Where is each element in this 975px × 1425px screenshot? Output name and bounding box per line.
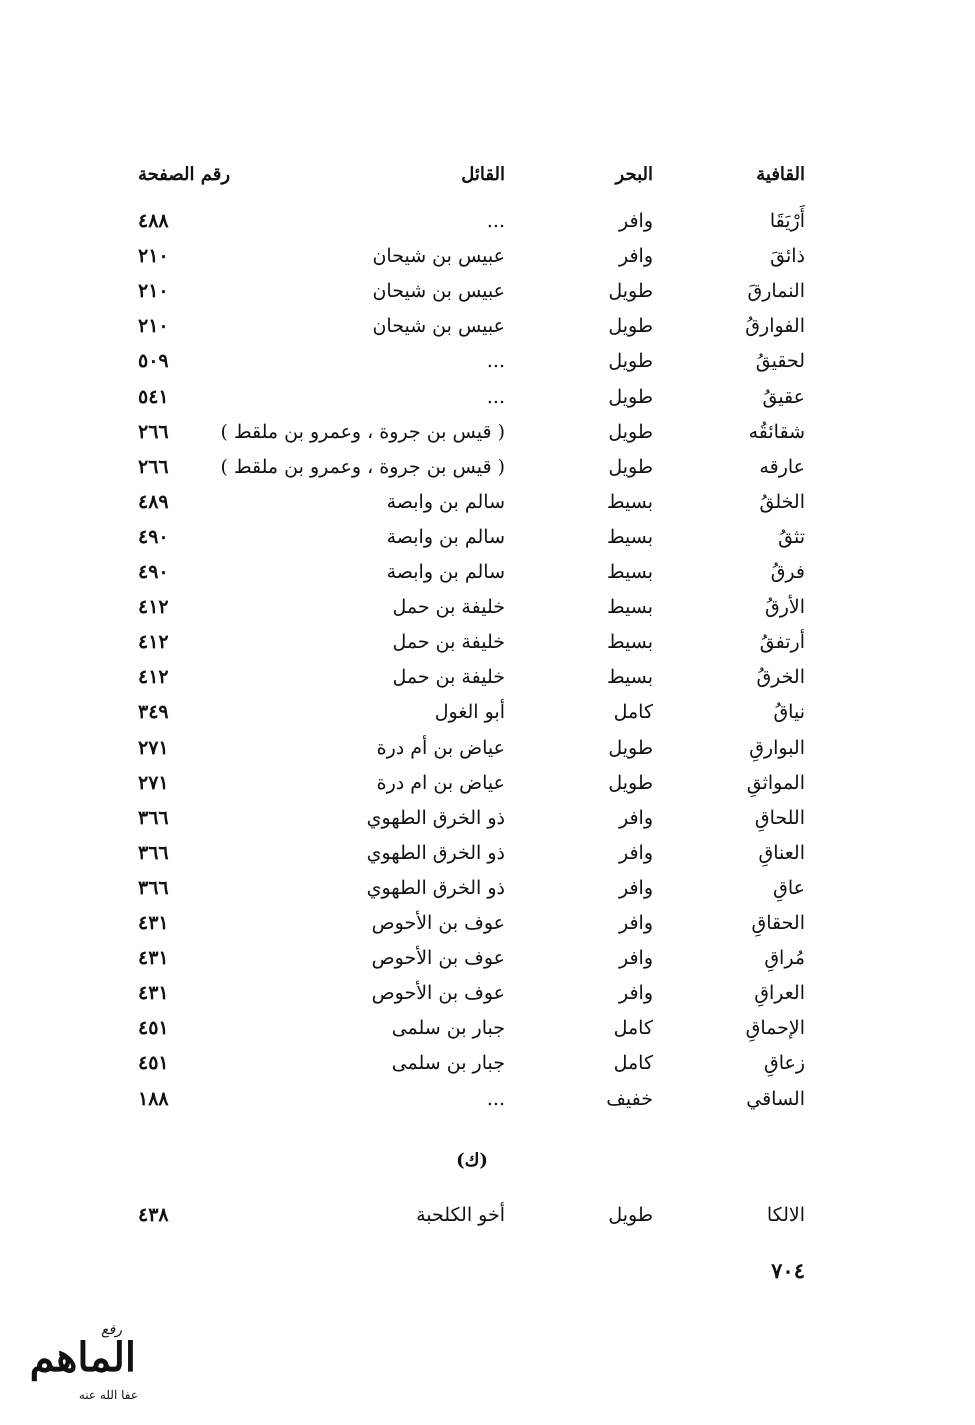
table-row: [0, 274, 975, 308]
cell-rhyme: ذائقَ: [770, 245, 805, 268]
cell-page: ٤٥١: [138, 1052, 169, 1075]
cell-rhyme: العناقِ: [758, 841, 805, 864]
cell-rhyme: مُراقِ: [764, 947, 805, 970]
cell-poet: عوف بن الأحوص: [371, 947, 505, 970]
cell-meter: بسيط: [606, 631, 653, 654]
cell-meter: وافر: [618, 210, 653, 232]
cell-page: ٣٤٩: [138, 701, 169, 724]
cell-rhyme: أَرْيَقَا: [769, 210, 805, 232]
cell-poet: عبيس بن شيحان: [372, 280, 505, 303]
cell-poet: ( قيس بن جروة ، وعمرو بن ملقط ): [220, 455, 505, 478]
cell-rhyme: عقيقُ: [762, 385, 805, 408]
cell-poet: سالم بن وابصة: [386, 561, 505, 583]
cell-meter: طويل: [608, 736, 653, 759]
table-row: [0, 450, 975, 484]
cell-rhyme: الالكا: [766, 1204, 805, 1226]
cell-page: ١٨٨: [138, 1087, 169, 1110]
stamp-name: الماهم: [29, 1334, 136, 1381]
header-page: رقم الصفحة: [138, 164, 231, 185]
cell-meter: بسيط: [606, 490, 653, 513]
cell-page: ٤٣١: [138, 947, 169, 970]
cell-rhyme: أرتفقُ: [759, 631, 805, 654]
cell-page: ٤١٢: [138, 596, 169, 619]
table-row: [0, 1011, 975, 1045]
cell-poet: خليفة بن حمل: [392, 596, 505, 619]
cell-rhyme: العراقِ: [754, 982, 805, 1005]
cell-meter: وافر: [618, 947, 653, 970]
cell-meter: طويل: [608, 420, 653, 443]
cell-page: ٣٦٦: [138, 876, 169, 899]
table-row: [0, 660, 975, 694]
cell-rhyme: الساقي: [746, 1087, 805, 1110]
cell-page: ٥٤١: [138, 385, 169, 408]
cell-poet: سالم بن وابصة: [386, 525, 505, 548]
cell-page: ٤٩٠: [138, 525, 169, 548]
cell-rhyme: المواثقِ: [746, 771, 805, 794]
cell-meter: وافر: [618, 245, 653, 268]
cell-page: ٢٦٦: [138, 455, 169, 478]
cell-poet: ذو الخرق الطهوي: [366, 841, 505, 864]
cell-poet: أبو الغول: [434, 701, 505, 724]
table-row: [0, 1198, 975, 1232]
table-row: [0, 871, 975, 905]
cell-rhyme: عارقه: [759, 455, 805, 478]
cell-rhyme: فرقُ: [770, 561, 805, 583]
cell-poet: عياض بن أم درة: [376, 736, 505, 759]
cell-poet: عبيس بن شيحان: [372, 245, 505, 268]
cell-page: ٢١٠: [138, 245, 169, 268]
table-row: [0, 1046, 975, 1080]
cell-page: ٤٩٠: [138, 561, 169, 583]
cell-page: ٤١٢: [138, 631, 169, 654]
cell-page: ٢٧١: [138, 736, 169, 759]
table-row: [0, 976, 975, 1010]
cell-poet: سالم بن وابصة: [386, 490, 505, 513]
cell-rhyme: النمارقَ: [747, 280, 805, 303]
cell-rhyme: الفوارقُ: [745, 315, 805, 338]
cell-rhyme: الخلقُ: [759, 490, 805, 513]
page-number: ٧٠٤: [771, 1258, 805, 1283]
cell-meter: طويل: [608, 385, 653, 408]
cell-page: ٢١٠: [138, 315, 169, 338]
cell-meter: وافر: [618, 841, 653, 864]
cell-poet: جبار بن سلمى: [391, 1017, 505, 1040]
cell-page: ٤٣١: [138, 912, 169, 934]
table-row: [0, 695, 975, 729]
cell-rhyme: اللحاقِ: [754, 806, 805, 829]
cell-meter: بسيط: [606, 666, 653, 689]
cell-page: ٤٣١: [138, 982, 169, 1005]
header-poet: القائل: [461, 164, 505, 185]
cell-page: ٢١٠: [138, 280, 169, 303]
cell-meter: طويل: [608, 455, 653, 478]
cell-rhyme: زعاقِ: [763, 1052, 805, 1075]
cell-page: ٢٧١: [138, 771, 169, 794]
cell-poet: عوف بن الأحوص: [371, 982, 505, 1005]
cell-meter: طويل: [608, 315, 653, 338]
cell-meter: وافر: [618, 912, 653, 934]
cell-meter: طويل: [608, 771, 653, 794]
cell-poet: ذو الخرق الطهوي: [366, 806, 505, 829]
table-row: [0, 906, 975, 940]
table-row: [0, 485, 975, 519]
table-row: [0, 204, 975, 238]
cell-rhyme: الحقاقِ: [751, 912, 805, 934]
cell-meter: وافر: [618, 806, 653, 829]
cell-meter: كامل: [613, 701, 653, 724]
cell-page: ٢٦٦: [138, 420, 169, 443]
cell-rhyme: لحقيقُ: [755, 350, 805, 373]
table-row: [0, 801, 975, 835]
cell-page: ٤١٢: [138, 666, 169, 689]
cell-rhyme: شقائقُه: [748, 420, 805, 443]
cell-page: ٤٣٨: [138, 1204, 169, 1226]
table-row: [0, 836, 975, 870]
table-row: [0, 344, 975, 378]
stamp-rafaa: رفع: [101, 1322, 122, 1338]
table-row: [0, 555, 975, 589]
table-row: [0, 766, 975, 800]
header-rhyme: القافية: [756, 164, 805, 185]
table-header: [0, 158, 975, 192]
stamp-blessing: عفا الله عنه: [78, 1388, 138, 1402]
cell-poet: ...: [486, 350, 505, 373]
cell-poet: ...: [486, 385, 505, 408]
cell-page: ٣٦٦: [138, 806, 169, 829]
uploader-stamp: [14, 1322, 144, 1412]
cell-meter: بسيط: [606, 596, 653, 619]
table-row: [0, 731, 975, 765]
cell-poet: عوف بن الأحوص: [371, 912, 505, 934]
cell-poet: عياض بن ام درة: [376, 771, 505, 794]
cell-rhyme: البوارقِ: [749, 736, 805, 759]
cell-meter: وافر: [618, 876, 653, 899]
cell-meter: طويل: [608, 350, 653, 373]
cell-page: ٥٠٩: [138, 350, 169, 373]
cell-poet: خليفة بن حمل: [392, 631, 505, 654]
cell-poet: خليفة بن حمل: [392, 666, 505, 689]
table-row: [0, 625, 975, 659]
cell-poet: ...: [486, 210, 505, 232]
cell-rhyme: الأرقُ: [764, 596, 805, 619]
cell-poet: جبار بن سلمى: [391, 1052, 505, 1075]
cell-meter: كامل: [613, 1017, 653, 1040]
table-row: [0, 415, 975, 449]
cell-rhyme: عاقِ: [773, 876, 805, 899]
cell-poet: عبيس بن شيحان: [372, 315, 505, 338]
table-row: [0, 941, 975, 975]
cell-rhyme: تثقُ: [778, 525, 805, 548]
cell-meter: طويل: [608, 1204, 653, 1226]
table-row: [0, 309, 975, 343]
cell-meter: بسيط: [606, 561, 653, 583]
cell-poet: ذو الخرق الطهوي: [366, 876, 505, 899]
cell-rhyme: الإحماقِ: [745, 1017, 805, 1040]
table-row: [0, 380, 975, 414]
cell-meter: خفيف: [606, 1087, 653, 1110]
cell-page: ٤٨٩: [138, 490, 169, 513]
table-row: [0, 590, 975, 624]
table-row: [0, 239, 975, 273]
cell-page: ٣٦٦: [138, 841, 169, 864]
cell-meter: طويل: [608, 280, 653, 303]
cell-page: ٤٨٨: [138, 210, 169, 232]
table-row: [0, 520, 975, 554]
header-meter: البحر: [615, 164, 653, 185]
cell-rhyme: نياقُ: [773, 701, 805, 724]
cell-poet: أخو الكلحبة: [416, 1204, 505, 1226]
cell-page: ٤٥١: [138, 1017, 169, 1040]
cell-poet: ...: [486, 1087, 505, 1110]
cell-meter: بسيط: [606, 525, 653, 548]
section-letter: (ك): [456, 1150, 488, 1171]
cell-poet: ( قيس بن جروة ، وعمرو بن ملقط ): [220, 420, 505, 443]
cell-rhyme: الخرقُ: [756, 666, 805, 689]
cell-meter: وافر: [618, 982, 653, 1005]
cell-meter: كامل: [613, 1052, 653, 1075]
table-row: [0, 1082, 975, 1116]
